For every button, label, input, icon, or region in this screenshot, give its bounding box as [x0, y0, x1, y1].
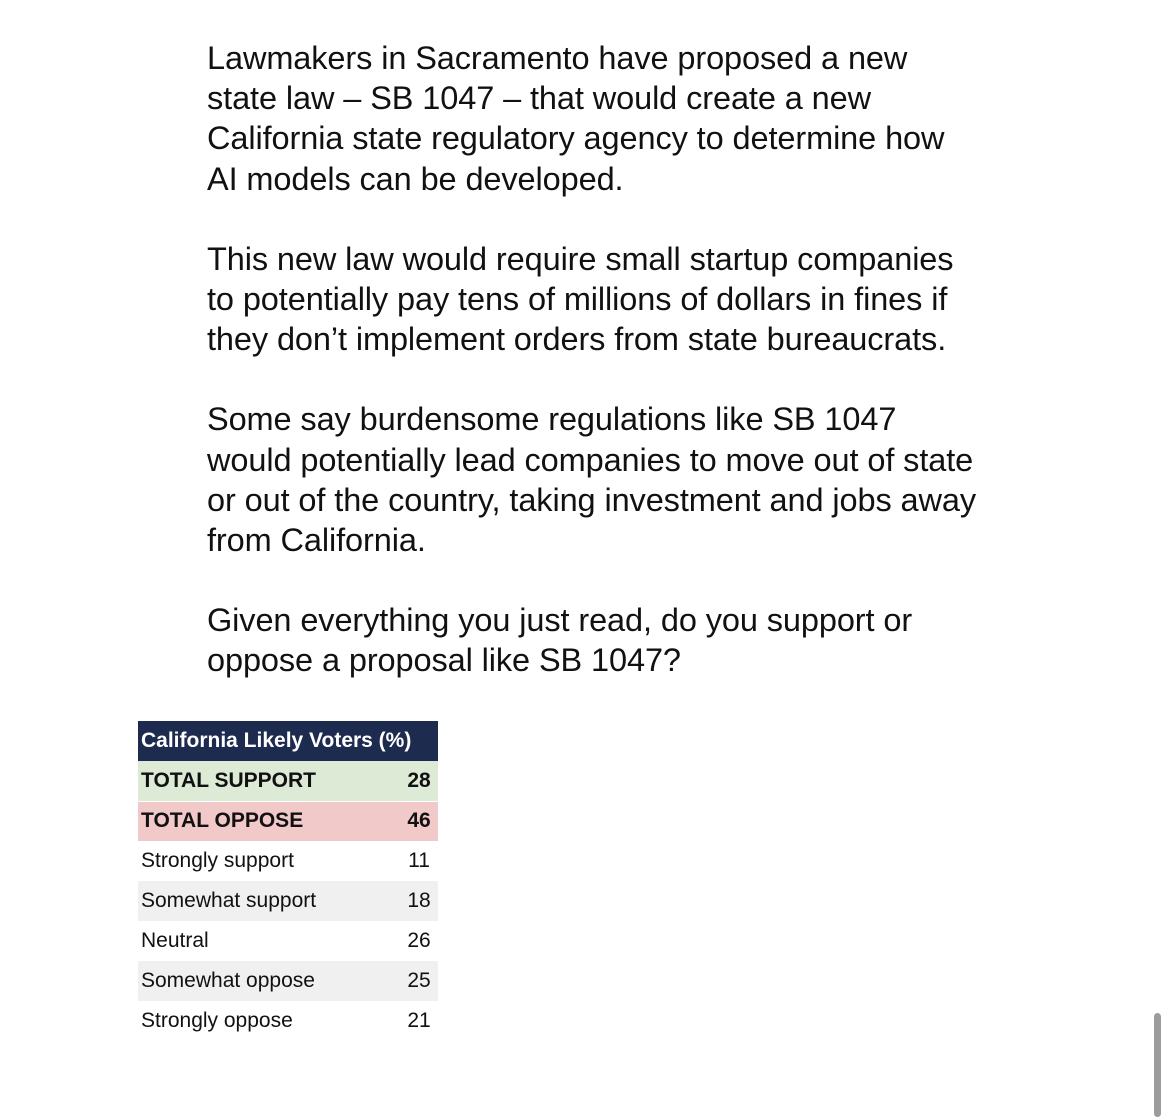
table-row — [138, 1001, 438, 1041]
paragraph-fines: This new law would require small startup companies to potentially pay tens of millions of dollars in fines if they don’t implement orders from state bureaucrats. — [207, 240, 954, 358]
table-row — [138, 881, 438, 921]
row-value: 25 — [396, 961, 438, 1001]
row-label: TOTAL SUPPORT — [138, 761, 396, 801]
row-label: Somewhat support — [138, 881, 396, 921]
row-label: Strongly oppose — [138, 1001, 396, 1041]
table-header-row — [138, 721, 438, 761]
row-label: Strongly support — [138, 841, 396, 881]
table-row — [138, 921, 438, 961]
row-label: Neutral — [138, 921, 396, 961]
table-row — [138, 841, 438, 881]
row-value: 26 — [396, 921, 438, 961]
row-value: 11 — [396, 841, 438, 881]
survey-question-text — [207, 38, 1107, 721]
row-value: 46 — [396, 801, 438, 841]
paragraph-intro: Lawmakers in Sacramento have proposed a new state law – SB 1047 – that would create a new California state regulatory agency to determine how AI models can be developed. — [207, 40, 945, 197]
row-value: 18 — [396, 881, 438, 921]
results-table — [138, 721, 438, 1041]
vertical-scrollbar[interactable] — [1154, 1013, 1161, 1117]
paragraph-question: Given everything you just read, do you support or oppose a proposal like SB 1047? — [207, 602, 913, 679]
row-value: 28 — [396, 761, 438, 801]
row-label: Somewhat oppose — [138, 961, 396, 1001]
row-label: TOTAL OPPOSE — [138, 801, 396, 841]
table-row-total-support — [138, 761, 438, 801]
paragraph-regulations: Some say burdensome regulations like SB 1047 would potentially lead companies to move out of state or out of the country, taking investment and jobs away from California. — [207, 401, 977, 559]
table-row — [138, 961, 438, 1001]
table-header: California Likely Voters (%) — [138, 721, 438, 761]
table-row-total-oppose — [138, 801, 438, 841]
row-value: 21 — [396, 1001, 438, 1041]
